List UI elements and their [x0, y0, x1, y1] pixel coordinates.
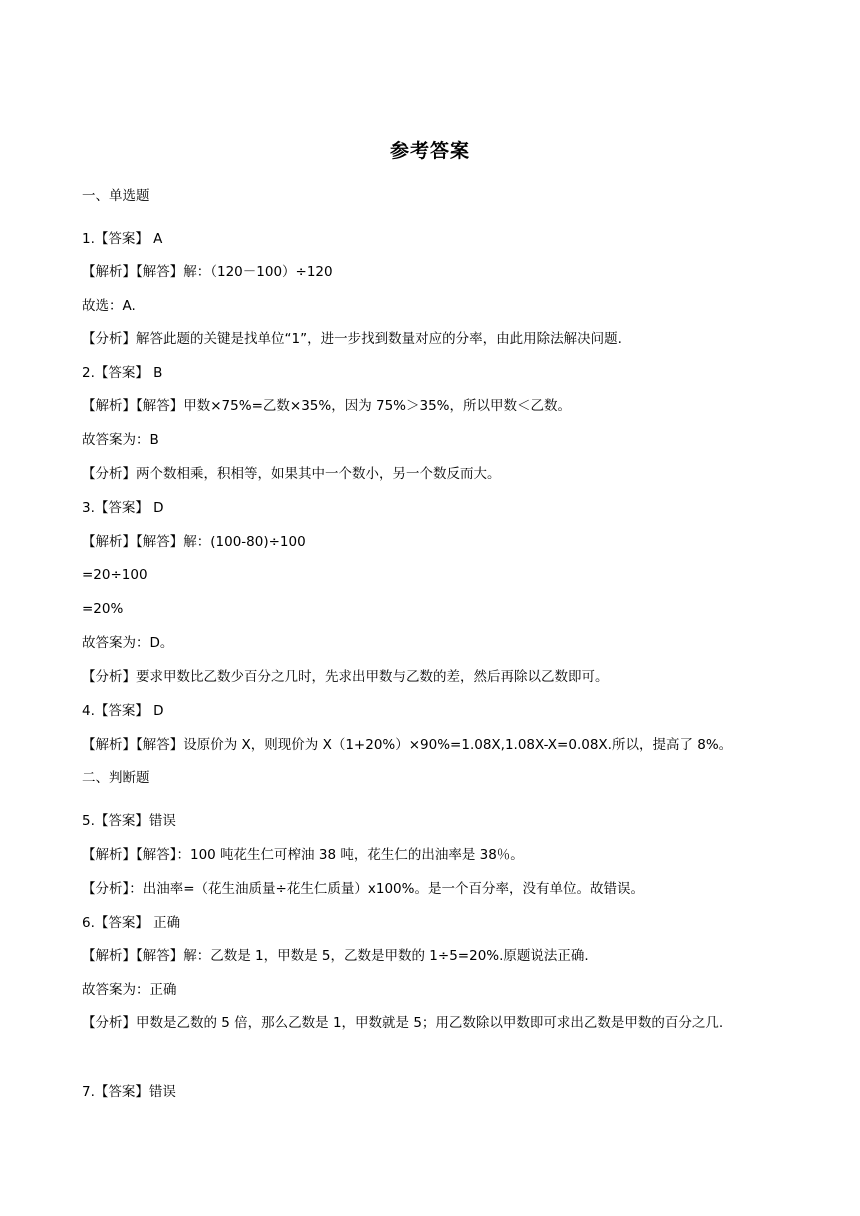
q3-answer: 3.【答案】 D — [82, 500, 164, 516]
q5-analysis: 【解析】【解答】：100 吨花生仁可榨油 38 吨，花生仁的出油率是 38％。 — [82, 847, 524, 863]
q3-step-2: =20% — [82, 601, 124, 617]
q6-answer: 6.【答案】 正确 — [82, 915, 181, 931]
q5-explanation: 【分析】：出油率=（花生油质量÷花生仁质量）x100%。是一个百分率，没有单位。故错误。 — [82, 881, 644, 897]
q4-answer: 4.【答案】 D — [82, 703, 164, 719]
q1-explanation: 【分析】解答此题的关键是找单位“1”，进一步找到数量对应的分率，由此用除法解决问题. — [82, 331, 622, 347]
q3-explanation: 【分析】要求甲数比乙数少百分之几时，先求出甲数与乙数的差，然后再除以乙数即可。 — [82, 669, 609, 685]
q6-result: 故答案为：正确 — [82, 982, 177, 998]
q2-answer: 2.【答案】 B — [82, 365, 163, 381]
q1-answer: 1.【答案】 A — [82, 231, 163, 247]
q3-step-1: =20÷100 — [82, 567, 148, 583]
section-heading-single-choice: 一、单选题 — [82, 188, 150, 204]
q6-explanation: 【分析】甲数是乙数的 5 倍，那么乙数是 1，甲数就是 5；用乙数除以甲数即可求出乙数是甲数的百分之几. — [82, 1015, 724, 1031]
section-heading-true-false: 二、判断题 — [82, 770, 150, 786]
q1-analysis: 【解析】【解答】解：（120－100）÷120 — [82, 264, 333, 280]
q5-answer: 5.【答案】错误 — [82, 813, 176, 829]
q2-analysis: 【解析】【解答】甲数×75%=乙数×35%，因为 75%＞35%，所以甲数＜乙数。 — [82, 398, 571, 414]
q4-analysis: 【解析】【解答】设原价为 X，则现价为 X（1+20%）×90%=1.08X,1.08X-X=0.08X.所以，提高了 8%。 — [82, 737, 733, 753]
q7-answer: 7.【答案】错误 — [82, 1084, 176, 1100]
q2-result: 故答案为：B — [82, 432, 159, 448]
page-title: 参考答案 — [389, 140, 470, 162]
q1-choice: 故选：A. — [82, 298, 136, 314]
q2-explanation: 【分析】两个数相乘，积相等，如果其中一个数小，另一个数反而大。 — [82, 466, 501, 482]
q3-analysis: 【解析】【解答】解：(100-80)÷100 — [82, 534, 306, 550]
q3-result: 故答案为：D。 — [82, 635, 174, 651]
q6-analysis: 【解析】【解答】解：乙数是 1，甲数是 5，乙数是甲数的 1÷5=20%.原题说法正确. — [82, 948, 589, 964]
